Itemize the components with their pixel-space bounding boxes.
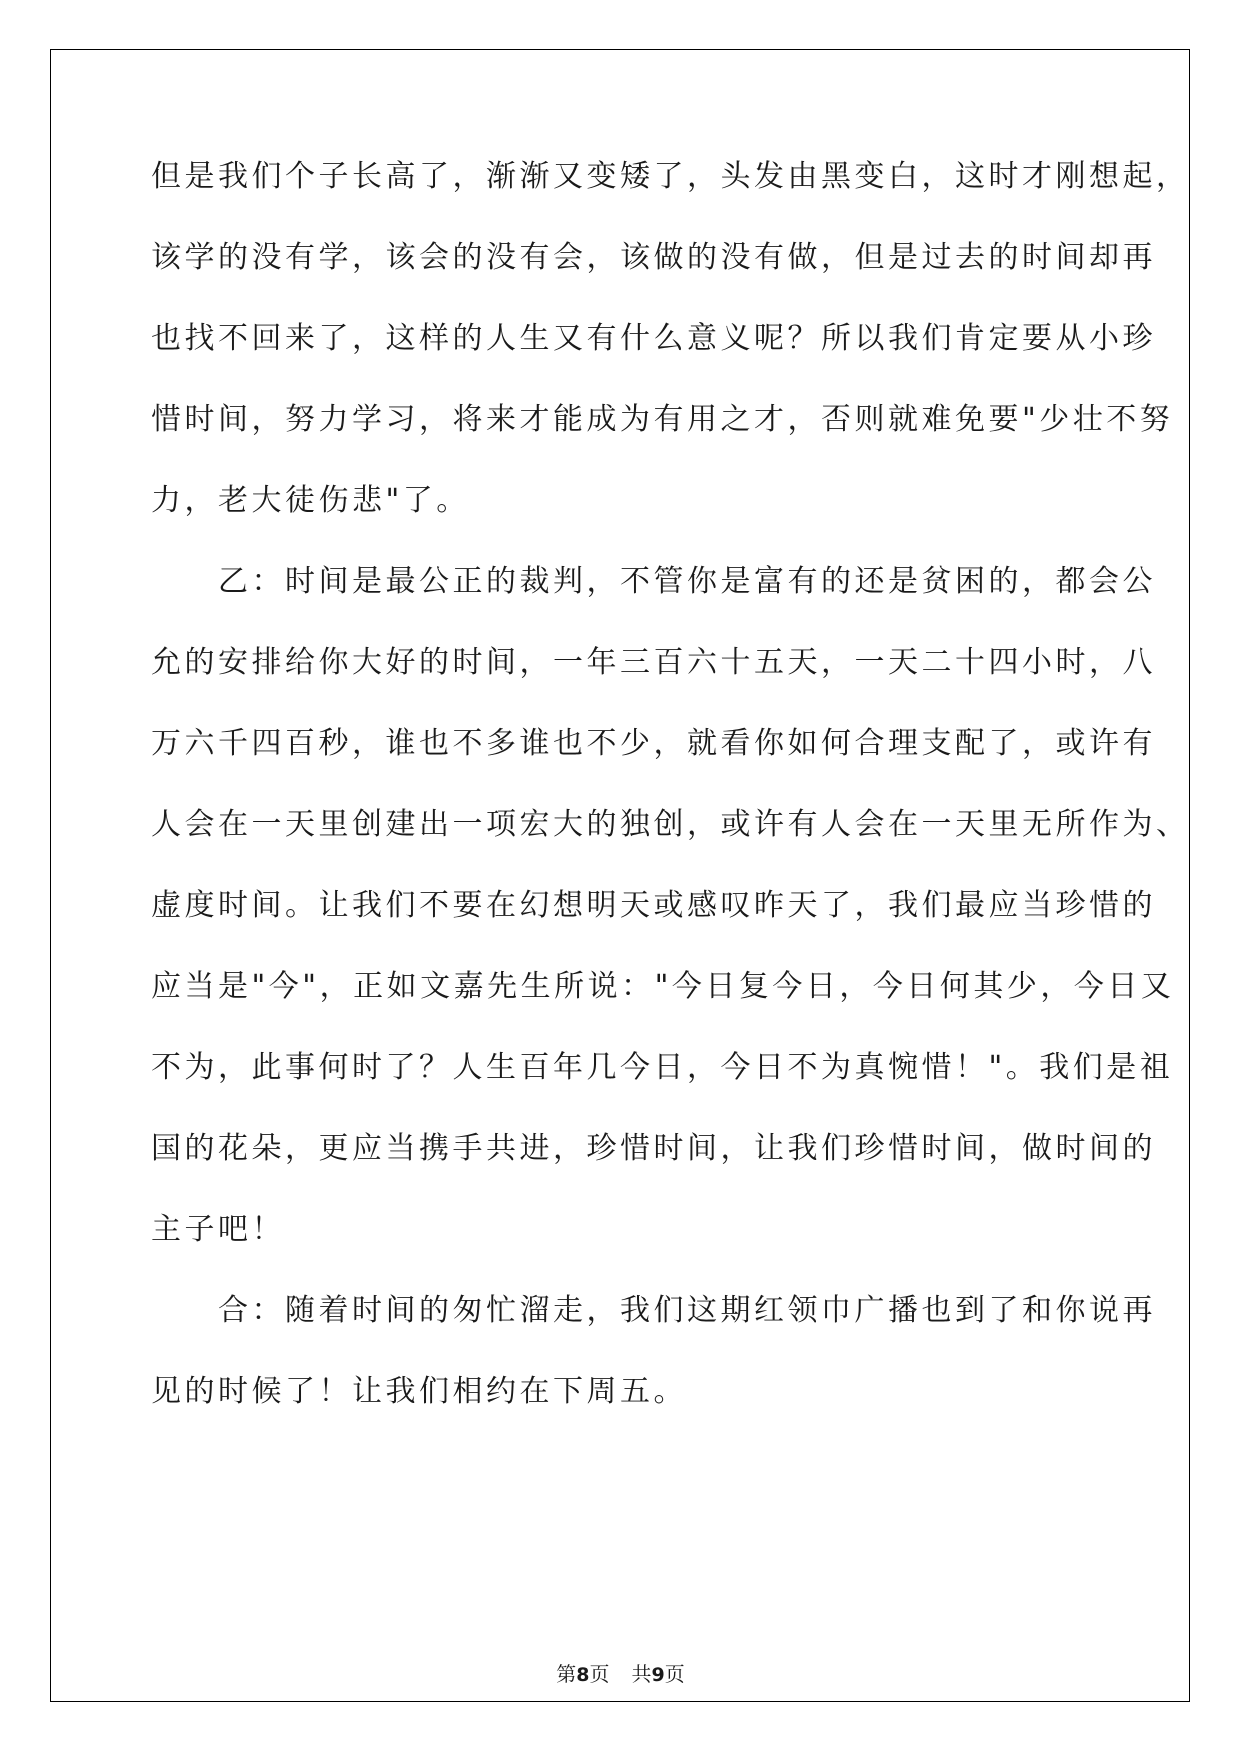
text-line: 国的花朵，更应当携手共进，珍惜时间，让我们珍惜时间，做时间的 [151,1131,1156,1166]
text-line: 主子吧！ [151,1212,285,1247]
text-line: 但是我们个子长高了，渐渐又变矮了，头发由黑变白，这时才刚想起， [151,159,1190,194]
page-suffix: 页 [589,1662,610,1686]
text-line: 不为，此事何时了？人生百年几今日，今日不为真惋惜！"。我们是祖 [151,1050,1174,1085]
document-body [151,159,1190,1458]
text-line: 见的时候了！让我们相约在下周五。 [151,1374,687,1409]
total-suffix: 页 [664,1662,685,1686]
text-line: 应当是"今"，正如文嘉先生所说："今日复今日，今日何其少，今日又 [151,969,1175,1004]
text-line: 虚度时间。让我们不要在幻想明天或感叹昨天了，我们最应当珍惜的 [151,888,1156,923]
page-prefix: 第 [556,1662,577,1686]
total-pages: 9 [651,1664,665,1686]
text-line: 乙：时间是最公正的裁判，不管你是富有的还是贫困的，都会公 [151,564,1156,599]
text-line: 惜时间，努力学习，将来才能成为有用之才，否则就难免要"少壮不努 [151,402,1174,437]
text-line: 人会在一天里创建出一项宏大的独创，或许有人会在一天里无所作为、 [151,807,1190,842]
text-line: 万六千四百秒，谁也不多谁也不少，就看你如何合理支配了，或许有 [151,726,1156,761]
page-footer [0,1658,1241,1687]
text-line: 该学的没有学，该会的没有会，该做的没有做，但是过去的时间却再 [151,240,1156,275]
page-number: 8 [576,1664,590,1686]
text-line: 合：随着时间的匆忙溜走，我们这期红领巾广播也到了和你说再 [151,1293,1156,1328]
text-line: 力，老大徒伤悲"了。 [151,483,470,518]
text-line: 允的安排给你大好的时间，一年三百六十五天，一天二十四小时，八 [151,645,1156,680]
total-prefix: 共 [631,1662,652,1686]
text-line: 也找不回来了，这样的人生又有什么意义呢？所以我们肯定要从小珍 [151,321,1156,356]
